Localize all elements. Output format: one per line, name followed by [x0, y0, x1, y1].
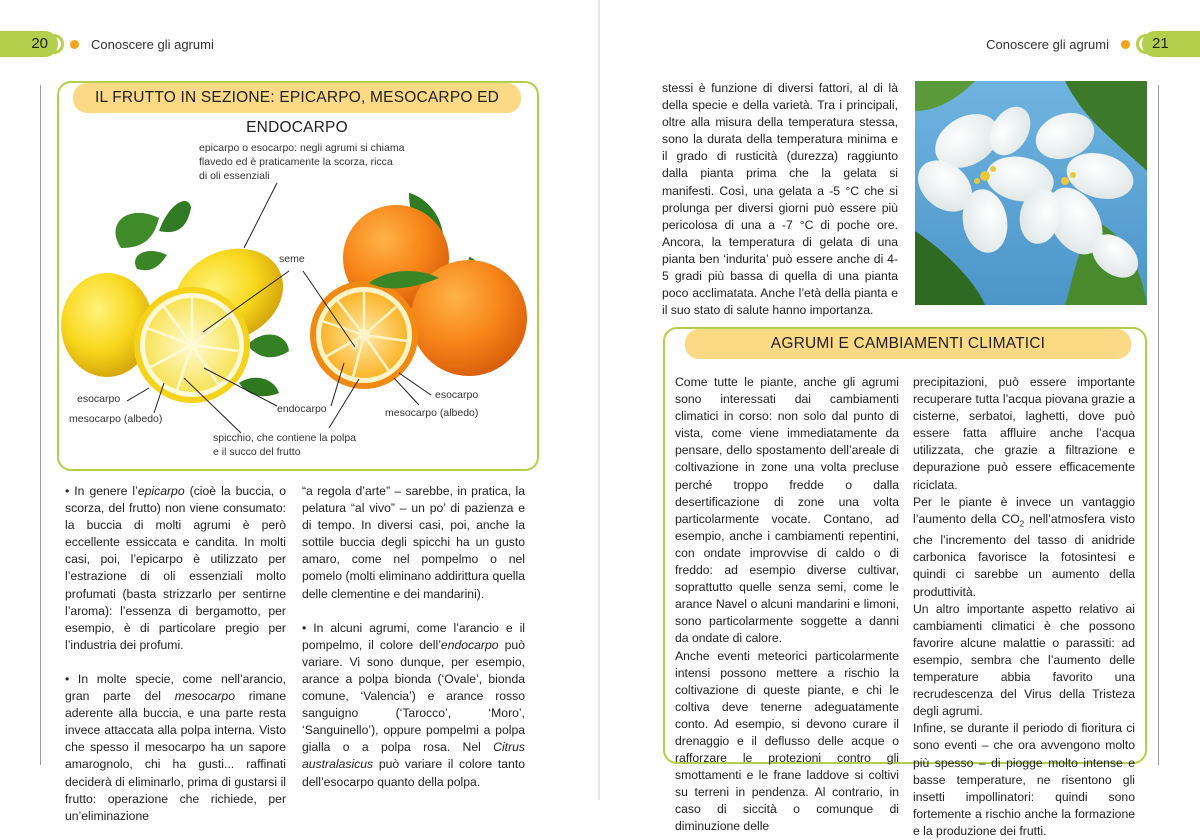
- climate-column-2: [913, 374, 1135, 840]
- text-run: • In molte specie, come nell’arancio, gran parte del: [65, 671, 286, 704]
- label-mesocarpo-right: mesocarpo (albedo): [385, 407, 479, 419]
- running-title: Conoscere gli agrumi: [91, 36, 214, 52]
- left-margin-rule: [40, 85, 41, 765]
- label-spicchio-line: spicchio, che contiene la polpa: [213, 432, 357, 444]
- label-spicchio-line: e il succo del frutto: [213, 446, 301, 458]
- header-arc-ornament: [54, 34, 64, 54]
- text-run: può variare. Vi sono dunque, per esempio, arance a polpa bionda (‘Ovale’, bionda comune, ‘Valencia’) e arance rosso sanguigno (‘Tarocco’, ‘Moro’, ‘Sanguinello’), oppure pompelmi a polpa gialla o a polpa rosa. Nel: [302, 637, 525, 755]
- label-endocarpo: endocarpo: [277, 403, 327, 415]
- label-epicarpo-line: di oli essenziali: [199, 170, 270, 182]
- box-title: IL FRUTTO IN SEZIONE: EPICARPO, MESOCARPO ED ENDOCARPO: [73, 83, 521, 113]
- page-number: 21: [1142, 31, 1200, 57]
- paragraph: [302, 620, 525, 791]
- emphasis: epicarpo: [137, 484, 185, 498]
- text-run: Per le piante è invece un vantaggio l’aumento della CO: [913, 494, 1135, 526]
- paragraph: Anche eventi meteorici particolarmente intensi possono mettere a rischio la coltivazione di queste piante, e chi le coltiva deve tenerne adeguatamente conto. Ad esempio, si devono curare il drenaggio e il deflusso delle acque o rafforzare le protezioni contro gli smottamenti e le frane laddove si coltivi su terreni in pendenza. Al contrario, in caso di siccità o comunque di diminuzione delle: [675, 648, 899, 834]
- page-number: 20: [0, 31, 58, 57]
- orange-blossom-photo: [915, 81, 1147, 305]
- text-run: • In genere l’: [65, 484, 138, 498]
- label-epicarpo-line: epicarpo o esocarpo: negli agrumi si chiama: [199, 142, 405, 154]
- label-seme: seme: [279, 253, 305, 265]
- header-dot-ornament: [1121, 40, 1130, 49]
- header-dot-ornament: [70, 40, 79, 49]
- paragraph: [65, 483, 286, 654]
- climate-change-box: [663, 327, 1147, 838]
- text-run: (cioè la buccia, o scorza, del frutto) non viene consumato: la buccia di molti agrumi è però eccellente essiccata e candita. In molti casi, poi, l’epicarpo è utilizzato per l’estrazione di oli essenziali molto profumati (basta strizzarlo per sentirne l’aroma): l’essenza di bergamotto, per esempio, è di particolare pregio per l’industria dei profumi.: [65, 484, 286, 652]
- left-page: [0, 0, 600, 823]
- left-column-2: [302, 483, 525, 791]
- label-mesocarpo-left: mesocarpo (albedo): [69, 413, 163, 425]
- paragraph: Un altro importante aspetto relativo ai cambiamenti climatici è che possono favorire alcune malattie o parassiti: ad esempio, sembra che l’aumento delle temperature abbia favorito una recrudescenza del Virus della Tristeza degli agrumi.: [913, 601, 1135, 719]
- paragraph: precipitazioni, può essere importante recuperare tutta l’acqua piovana grazie a cisterne, serbatoi, laghetti, dove può essere fatta affluire anche l’acqua utilizzata, che grazie a filtrazione e depurazione può essere efficacemente riciclata.: [913, 375, 1135, 492]
- label-esocarpo-left: esocarpo: [77, 393, 121, 405]
- label-esocarpo-right: esocarpo: [435, 389, 479, 401]
- box-title: AGRUMI E CAMBIAMENTI CLIMATICI: [685, 329, 1131, 359]
- running-title: Conoscere gli agrumi: [986, 36, 1109, 52]
- right-page: [600, 0, 1200, 838]
- paragraph: Infine, se durante il periodo di fioritura ci sono eventi – che ora avvengono molto più spesso – di piogge molto intense e basse temperature, ne risentono gli insetti impollinatori: quindi sono fortemente a rischio anche la formazione e la produzione dei frutti.: [913, 721, 1135, 838]
- paragraph: “a regola d’arte” – sarebbe, in pratica, la pelatura “al vivo” – un po’ di pazienza e di tempo. In diversi casi, poi, anche la sottile buccia degli spicchi ha un gusto amaro, come nel pompelmo o nel pomelo (molti eliminano addirittura quella delle clementine e dei mandarini).: [302, 484, 525, 601]
- label-epicarpo: [199, 141, 404, 183]
- right-page-header: [980, 31, 1200, 57]
- emphasis: Citrus australasicus: [302, 740, 525, 772]
- label-spicchio: [213, 431, 356, 459]
- paragraph: [65, 671, 286, 825]
- fruit-section-box: [57, 81, 539, 471]
- label-epicarpo-line: flavedo ed è praticamente la scorza, ricca: [199, 156, 393, 168]
- paragraph: Come tutte le piante, anche gli agrumi sono interessati dai cambiamenti climatici in corso: non solo dal punto di vista, come viene immediatamente da pensare, dello spostamento dell’areale di coltivazione in zone una volta precluse perché troppo fredde o dalla desertificazione di zone una volta particolarmente vocate. Contano, ad esempio, anche i cambiamenti repentini, con ondate improvvise di caldo o di freddo: ad esempio diverse cultivar, soprattutto quelle senza semi, come le arance Navel o alcuni mandarini e limoni, sono particolarmente soggette a danni da ondate di calore.: [675, 375, 899, 646]
- climate-column-1: [675, 374, 899, 836]
- text-run: nell’atmosfera visto che l’incremento del tasso di anidride carbonica favorisce la fotosintesi e quindi ci sarebbe un aumento della produttività.: [913, 511, 1135, 599]
- left-page-header: [0, 31, 220, 57]
- emphasis: mesocarpo: [174, 689, 235, 704]
- text-run: può variare il colore tanto dell’esocarpo quanto della polpa.: [302, 757, 525, 789]
- right-top-text: stessi è funzione di diversi fattori, al di là della specie e della varietà. Tra i principali, oltre alla misura della temperatura stessa, sono la durata della temperatura minima e il grado di rusticità (durezza) raggiunto dalla pianta prima che la gelata si manifesti. Così, una gelata a -5 °C che si prolunga per diversi giorni può essere più pericolosa di una a -7 °C di poche ore. Ancora, la temperatura di gelata di una pianta ben ‘indurita’ può essere anche di 4-5 gradi più bassa di quella di una pianta poco acclimatata. Anche l’età della pianta e il suo stato di salute hanno importanza.: [662, 81, 898, 318]
- emphasis: endocarpo: [440, 637, 499, 652]
- text-run: rimane aderente alla buccia, e una parte resta invece attaccata alla polpa interna. Visto che spesso il mesocarpo ha un sapore amarognolo, chi ha gusti... raffinati deciderà di eliminarlo, prima di gustarsi il frutto: operazione che richiede, per un’eliminazione: [65, 689, 286, 823]
- subscript: 2: [1019, 519, 1025, 529]
- left-column-1: [65, 483, 286, 825]
- text-run: • In alcuni agrumi, come l’arancio e il pompelmo, il colore dell’: [302, 620, 525, 652]
- paragraph: [913, 494, 1135, 601]
- cut-orange: [310, 281, 418, 389]
- right-margin-rule: [1158, 85, 1159, 765]
